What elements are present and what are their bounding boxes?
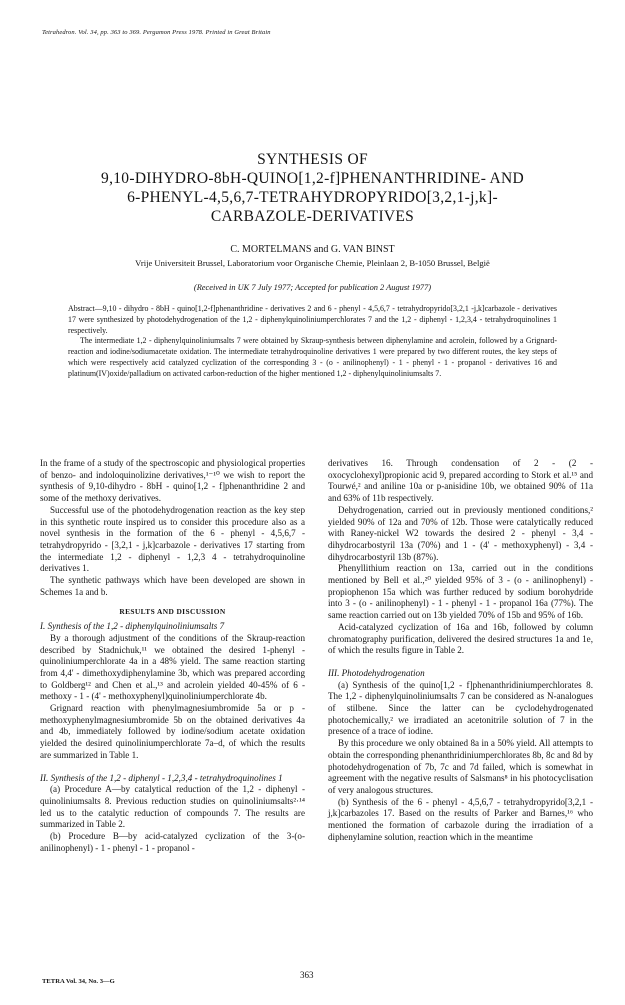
left-column xyxy=(40,458,305,855)
body-paragraph: (a) Synthesis of the quino[1,2 - f]phenanthridiniumperchlorates 8. The 1,2 - diphenylquinoliniumsalts 7 can be considered as N-analogues of stilbene. Since the latter can be cyclodehydrogenated photochemically,² we irradiated an acetonitrile solution of 7 in the presence of a trace of iodine. xyxy=(328,679,593,737)
subsection-heading: II. Synthesis of the 1,2 - diphenyl - 1,2,3,4 - tetrahydroquinolines 1 xyxy=(40,772,283,783)
title-line-2: 9,10-DIHYDRO-8bH-QUINO[1,2-f]PHENANTHRIDINE- AND xyxy=(101,170,524,187)
subsection-heading: I. Synthesis of the 1,2 - diphenylquinoliniumsalts 7 xyxy=(40,621,225,632)
title-line-4: CARBAZOLE-DERIVATIVES xyxy=(210,208,415,225)
body-paragraph: Acid-catalyzed cyclization of 16a and 16b, followed by column chromatography purification, delivered the desired structures 1a and 1e, of which the results figure in Table 2. xyxy=(328,621,593,656)
right-column xyxy=(328,458,593,844)
body-paragraph: Dehydrogenation, carried out in previously mentioned conditions,² yielded 90% of 12a and 70% of 12b. Those were catalytically reduced with Raney-nickel W2 towards the desired 2 - phenyl - 3,4 - dihydrocarbostyril 13a (70%) and 1 - (4' - methoxyphenyl) - 3,4 - dihydrocarbostyril 13b (87%). xyxy=(328,504,593,562)
body-paragraph: (a) Procedure A—by catalytical reduction of the 1,2 - diphenyl - quinoliniumsalts 8. Previous reduction studies on quinoliniumsalts²·¹⁴ led us to the catalytic reduction of compounds 7. The results are summarized in Table 2. xyxy=(40,784,305,830)
spacer xyxy=(40,762,305,771)
body-paragraph: Successful use of the photodehydrogenation reaction as the key step in this synthetic route inspired us to consider this procedure also as a novel synthesis in the formation of the 6 - phenyl - 4,5,6,7 - tetrahydropyrido - [3,2,1 - j,k]carbazole - derivatives 17 starting from the intermediate 1,2 - diphenyl - 1,2,3 4 - tetrahydroquinoline derivatives 1. xyxy=(40,504,305,574)
abstract xyxy=(68,304,557,380)
body-paragraph: In the frame of a study of the spectroscopic and physiological properties of benzo- and indoloquinolizine derivatives,¹⁻¹⁰ we wish to report the synthesis of 9,10-dihydro - 8bH - quino[1,2 - f]phenanthridine 2 and some of the methoxy derivatives. xyxy=(40,458,305,504)
body-paragraph: By a thorough adjustment of the conditions of the Skraup-reaction described by Stadnichuk,¹¹ we obtained the desired 1-phenyl - quinoliniumperchlorate 4a in a 48% yield. The same reaction starting from 4,4' - dimethoxydiphenylamine 3b, which was prepared according to Goldberg¹² and Chen et al.,¹³ and acrolein yielded 40-45% of 6 - methoxy - 1 - (4' - methoxyphenyl)quinoliniumperchlorate 4b. xyxy=(40,632,305,702)
abstract-paragraph-1: Abstract—9,10 - dihydro - 8bH - quino[1,2-f]phenanthridine - derivatives 2 and 6 - phenyl - 4,5,6,7 - tetrahydropyrido[3,2,1 -j,k]carbazole - derivatives 17 were synthesized by photodehydrogenation of the 1,2 - diphenylquinoliniumperchlorates 7 and the 1,2 - diphenyl - 1,2,3,4 - tetrahydroquinolines 1 respectively. xyxy=(68,304,557,335)
affiliation: Vrije Universiteit Brussel, Laboratorium voor Organische Chemie, Pleinlaan 2, B-1050 Brussel, België xyxy=(135,258,490,268)
section-heading: RESULTS AND DISCUSSION xyxy=(119,607,226,617)
received-dates: (Received in UK 7 July 1977; Accepted for publication 2 August 1977) xyxy=(193,283,432,292)
spacer xyxy=(328,657,593,666)
title-line-1: SYNTHESIS OF xyxy=(257,151,368,168)
article-title xyxy=(40,150,585,226)
body-paragraph: Grignard reaction with phenylmagnesiumbromide 5a or p - methoxyphenylmagnesiumbromide 5b on the obtained derivatives 4a and 4b, immediately followed by iodine/sodium acetate oxidation yielded the desired quinoliniumperchlorate 7a–d, of which the results are summarized in Table 1. xyxy=(40,703,305,760)
title-line-3: 6-PHENYL-4,5,6,7-TETRAHYDROPYRIDO[3,2,1-j,k]- xyxy=(127,189,498,206)
body-paragraph: By this procedure we only obtained 8a in a 50% yield. All attempts to obtain the corresponding phenanthridiniumperchlorates 8b, 8c and 8d by photodehydrogenation of 7b, 7c and 7d failed, which is somewhat in agreement with the negative results of Salsmans⁸ in his photocyclisation of very analogous structures. xyxy=(328,738,593,795)
body-paragraph: (b) Synthesis of the 6 - phenyl - 4,5,6,7 - tetrahydropyrido[3,2,1 - j,k]carbazoles 17. Based on the results of Parker and Barnes,¹⁶ who mentioned the formation of carbazole during the irradiation of a diphenylamine solution, reaction which in the meantime xyxy=(328,796,593,842)
body-paragraph: Phenyllithium reaction on 13a, carried out in the conditions mentioned by Bell et al.,²⁰ yielded 95% of 3 - (o - anilinophenyl) - propiophenon 15a which was further reduced by sodium borohydride into 3 - (o - anilinophenyl) - 1 - phenyl - 1 - propanol 16a (77%). The same reaction carried out on 13b yielded 70% of 15b and 95% of 16b. xyxy=(328,563,593,621)
subsection-heading: III. Photodehydrogenation xyxy=(328,667,425,678)
authors: C. MORTELMANS and G. VAN BINST xyxy=(230,244,395,255)
footer-journal-note: TETRA Vol. 34, No. 3—G xyxy=(42,978,115,985)
page-number: 363 xyxy=(300,970,314,980)
body-paragraph: (b) Procedure B—by acid-catalyzed cyclization of the 3-(o-anilinophenyl) - 1 - phenyl - 1 - propanol - xyxy=(40,831,305,853)
running-head: Tetrahedron. Vol. 34, pp. 363 to 369. Pergamon Press 1978. Printed in Great Britain xyxy=(42,29,271,36)
body-paragraph: The synthetic pathways which have been developed are shown in Schemes 1a and b. xyxy=(40,575,305,597)
abstract-paragraph-2: The intermediate 1,2 - diphenylquinoliniumsalts 7 were obtained by Skraup-synthesis between diphenylamine and acrolein, followed by a Grignard-reaction and iodine/sodiumacetate oxidation. The intermediate tetrahydroquinoline derivatives 1 were prepared by two different routes, the key steps of which were respectively acid catalyzed cyclization of the corresponding 3 - (o - anilinophenyl) - 1 - phenyl - 1 - propanol - derivatives 16 and platinum(IV)oxide/palladium on activated carbon-reduction of the higher mentioned 1,2 - diphenylquinoliniumsalts 7. xyxy=(68,336,557,378)
body-paragraph: derivatives 16. Through condensation of 2 - (2 - oxocyclohexyl)propionic acid 9, prepared according to Stork et al.¹⁵ and Tourwé,² and aniline 10a or p-anisidine 10b, we obtained 90% of 11a and 63% of 11b respectively. xyxy=(328,458,593,504)
